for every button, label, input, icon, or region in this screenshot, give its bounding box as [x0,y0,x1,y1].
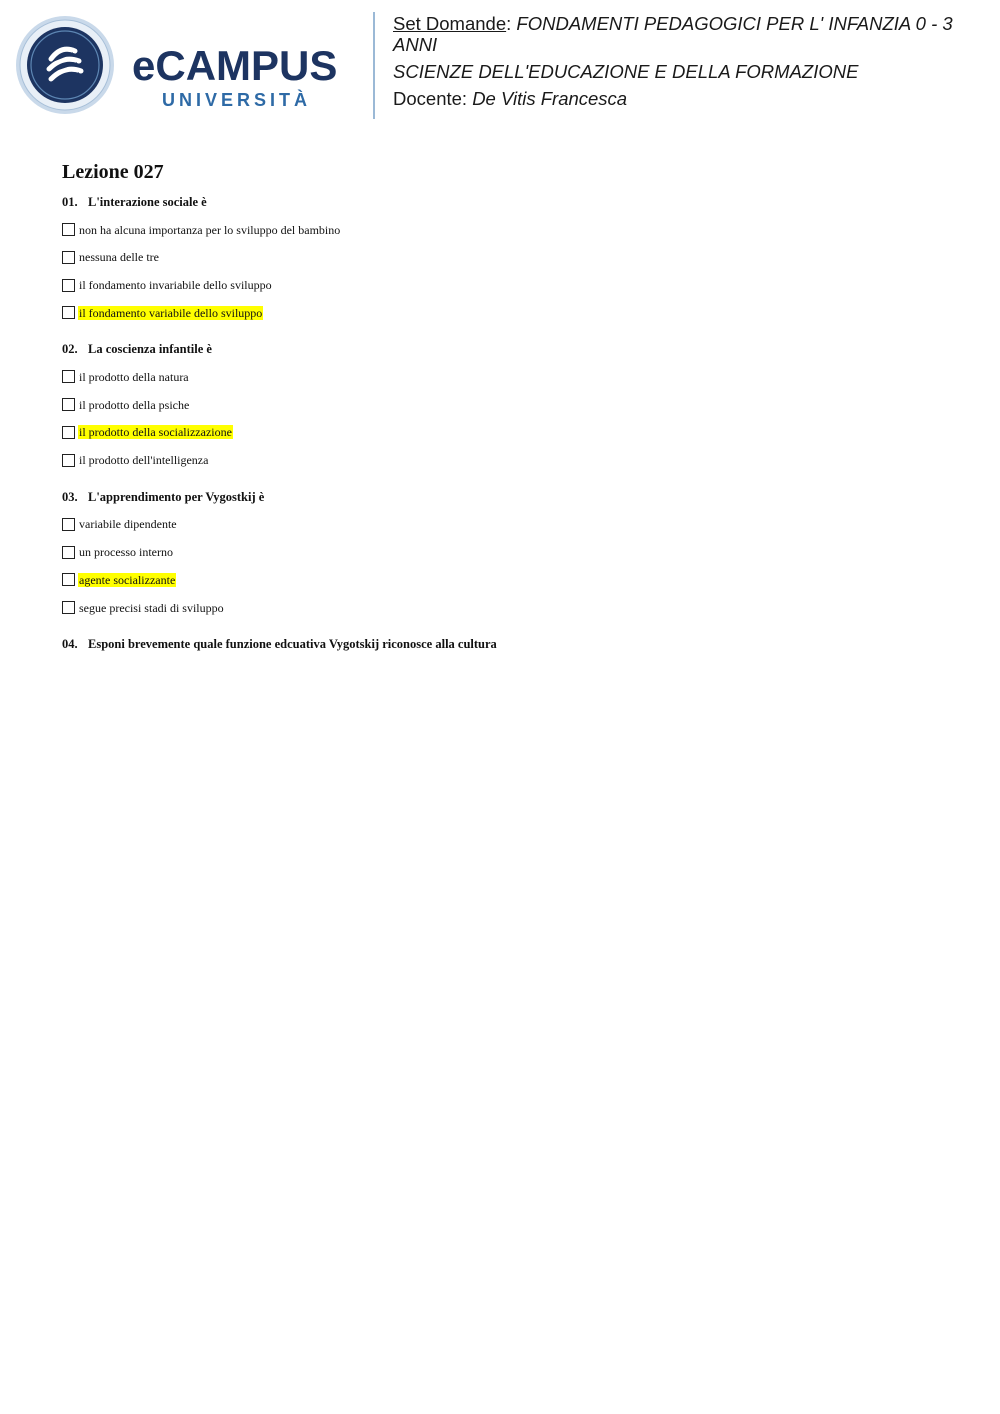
answer-text: non ha alcuna importanza per lo sviluppo del bambino [79,222,341,237]
answer-option [62,598,942,617]
question-number: 02. [62,342,78,357]
teacher-line [393,88,983,109]
answer-text: il prodotto dell'intelligenza [79,453,209,468]
answer-checkbox[interactable] [62,518,75,531]
answer-text-highlighted: il fondamento variabile dello sviluppo [79,305,263,320]
question-4 [62,636,942,652]
answer-option [62,543,942,562]
answer-checkbox[interactable] [62,601,75,614]
set-separator: : [506,13,512,34]
question-text: L'apprendimento per Vygostkij è [88,489,265,504]
answer-option [62,220,942,239]
answer-checkbox[interactable] [62,573,75,586]
lesson-content [62,160,942,671]
brand-subtitle: UNIVERSITÀ [162,90,312,110]
answer-text: il prodotto della psiche [79,397,190,412]
brand-name: eCAMPUS [132,42,338,89]
answer-text-highlighted: il prodotto della socializzazione [79,425,232,440]
answer-checkbox[interactable] [62,426,75,439]
ecampus-seal-icon [15,15,115,115]
header-divider [373,12,375,119]
ecampus-wordmark-logo [132,40,357,112]
answer-text: segue precisi stadi di sviluppo [79,600,224,615]
answer-option [62,367,942,386]
question-heading [62,341,942,357]
answer-checkbox[interactable] [62,251,75,264]
question-heading [62,194,942,210]
answer-checkbox[interactable] [62,279,75,292]
question-heading [62,489,942,505]
answer-option [62,515,942,534]
answer-checkbox[interactable] [62,454,75,467]
answer-checkbox[interactable] [62,223,75,236]
subject-title: FONDAMENTI PEDAGOGICI PER L' INFANZIA 0 - 3 ANNI [393,13,953,55]
question-1 [62,194,942,322]
answer-text: un processo interno [79,545,173,560]
answer-checkbox[interactable] [62,546,75,559]
question-3 [62,489,942,617]
lesson-title: Lezione 027 [62,161,164,183]
answer-text-highlighted: agente socializzante [79,572,176,587]
question-2 [62,341,942,469]
teacher-label: Docente: [393,88,468,109]
question-list [62,194,942,652]
course-info [393,13,983,109]
answer-checkbox[interactable] [62,398,75,411]
answer-option [62,451,942,470]
set-label: Set Domande [393,13,507,34]
answer-text: nessuna delle tre [79,250,159,265]
question-heading [62,636,942,652]
question-text: L'interazione sociale è [88,195,207,209]
question-number: 04. [62,637,78,652]
question-text: Esponi brevemente quale funzione edcuativa Vygotskij riconosce alla cultura [88,637,497,652]
answer-option [62,395,942,414]
answer-checkbox[interactable] [62,306,75,319]
answer-option [62,276,942,295]
question-number: 03. [62,489,78,504]
answer-option [62,423,942,442]
answer-option [62,248,942,267]
question-text: La coscienza infantile è [88,342,212,357]
answer-option [62,303,942,322]
teacher-name: De Vitis Francesca [472,88,628,109]
answer-checkbox[interactable] [62,370,75,383]
document-header [0,0,1000,130]
question-number: 01. [62,195,78,209]
answer-text: il prodotto della natura [79,369,189,384]
answer-text: il fondamento invariabile dello sviluppo [79,278,272,293]
subject-line [393,13,983,55]
answer-option [62,570,942,589]
faculty-name: SCIENZE DELL'EDUCAZIONE E DELLA FORMAZIONE [393,61,859,82]
answer-text: variabile dipendente [79,517,177,532]
